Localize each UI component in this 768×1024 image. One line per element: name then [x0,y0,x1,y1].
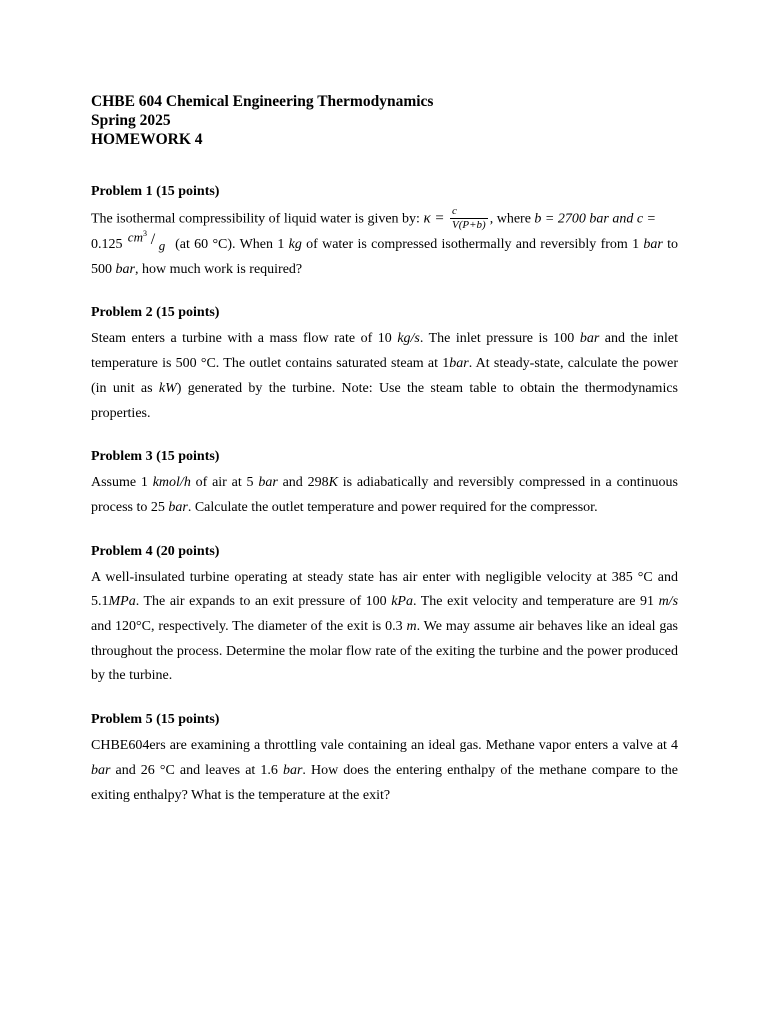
p3-unit-kmolh: kmol/h [152,475,191,491]
p5-text-1: CHBE604ers are examining a throttling vale containing an ideal gas. Methane vapor enters a valve at 4 [91,738,678,754]
problem-5 [91,711,678,808]
course-title: CHBE 604 Chemical Engineering Thermodynamics [91,93,434,110]
p2-text-2: . The inlet pressure is 100 [419,331,575,347]
p5-unit-bar-1: bar [91,762,111,778]
p1-unit-bar-2: bar [115,261,135,277]
problem-2-text [91,327,678,426]
p1-unit-exponent: 3 [142,229,147,238]
assignment-title: HOMEWORK 4 [91,131,203,148]
p5-text-3: . How does the entering enthalpy of the methane compare to the exiting enthalpy? What is the temperature at the exit? [91,762,679,803]
p2-unit-kgs: kg/s [397,331,420,347]
homework-page [91,92,678,808]
p2-text-5: ) generated by the turbine. Note: Use the steam table to obtain the thermodynamics properties. [91,380,679,421]
problem-3-text [91,471,678,520]
term-label: Spring 2025 [91,112,171,129]
problem-4-text [91,566,678,690]
p3-text-1: Assume 1 [91,475,148,491]
problem-2 [91,304,678,426]
problem-3-title: Problem 3 (15 points) [91,449,220,465]
p1-text-5: to 500 [91,237,679,277]
p3-unit-bar-1: bar [258,475,278,491]
p1-unit-slash: / [150,231,156,248]
p1-compressibility-fraction [450,205,488,232]
p1-text-3: (at 60 °C). When 1 [175,237,285,252]
p3-text-3: and 298 [282,475,329,491]
p5-text-2: and 26 °C and leaves at 1.6 [115,762,278,778]
p1-unit-cm3-per-g [127,229,171,253]
p1-unit-g: g [158,238,166,253]
p1-text-6: , how much work is required? [134,261,303,277]
p5-unit-bar-2: bar [282,762,303,778]
p1-kappa-symbol: κ = [423,210,445,227]
p3-text-5: . Calculate the outlet temperature and power required for the compressor. [187,499,598,515]
problem-4-title: Problem 4 (20 points) [91,543,220,559]
p1-unit-cm: cm [127,229,143,245]
problem-1 [91,183,678,282]
problem-1-title: Problem 1 (15 points) [91,184,220,199]
p4-text-3: . The exit velocity and temperature are 91 [412,594,655,610]
p3-unit-k: K [328,475,338,491]
p1-b-c-definition: b = 2700 bar and c = [534,211,656,227]
p4-text-2: . The air expands to an exit pressure of 100 [135,594,387,610]
p2-unit-bar-2: bar [449,356,469,372]
document-header [91,92,678,149]
p1-unit-bar-1: bar [643,237,663,252]
p1-c-value: 0.125 [91,237,123,252]
problem-1-text [91,206,678,282]
p4-unit-ms: m/s [658,594,679,610]
problem-4 [91,543,678,690]
p1-unit-kg: kg [288,237,302,252]
p3-text-2: of air at 5 [195,475,254,491]
p2-text-4: . At steady-state, calculate the power (in unit as [91,356,679,396]
p4-unit-m: m [406,619,417,635]
p4-text-4: and 120°C, respectively. The diameter of the exit is 0.3 [91,619,403,635]
problem-3 [91,448,678,520]
p4-text-1: A well-insulated turbine operating at steady state has air enter with negligible velocity at 385 °C and 5.1 [91,569,678,610]
p3-text-4: is adiabatically and reversibly compressed in a continuous process to 25 [91,475,679,515]
problem-2-title: Problem 2 (15 points) [91,305,220,321]
p2-text-3: and the inlet temperature is 500 °C. The outlet contains saturated steam at 1 [91,331,679,372]
p1-unit-numerator [128,222,147,250]
p1-text-2: , where [489,211,531,227]
p1-frac-numerator: c [452,205,457,217]
p3-unit-bar-2: bar [168,499,188,515]
p2-unit-bar-1: bar [579,331,600,347]
p1-text-4: of water is compressed isothermally and reversibly from 1 [306,237,640,252]
p4-unit-kpa: kPa [391,594,413,610]
problem-5-title: Problem 5 (15 points) [91,712,220,728]
p2-unit-kw: kW [158,380,177,396]
p1-text-1: The isothermal compressibility of liquid water is given by: [91,211,420,227]
p4-text-5: . We may assume air behaves like an ideal gas throughout the process. Determine the molar flow rate of the exiting the turbine and the power produced by the turbine. [91,619,679,684]
p4-unit-mpa: MPa [108,594,136,610]
p1-frac-denominator: V(P+b) [452,219,486,231]
p2-text-1: Steam enters a turbine with a mass flow rate of 10 [91,331,392,347]
problem-5-text [91,734,678,808]
